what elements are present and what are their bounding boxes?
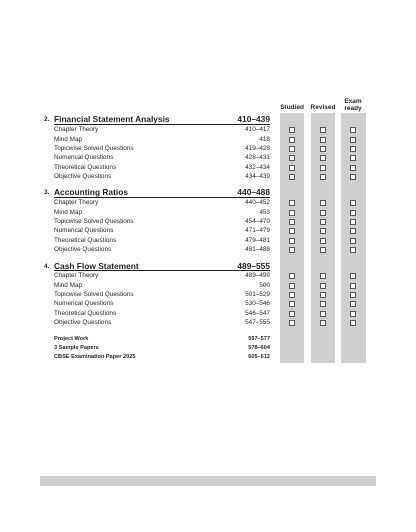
toc-item-pages: 419–428: [245, 145, 270, 152]
revised-checkbox[interactable]: [320, 311, 326, 317]
extra-item-cbse-paper: CBSE Examination Paper 2025: [54, 354, 136, 360]
revised-checkbox[interactable]: [320, 292, 326, 298]
revised-checkbox[interactable]: [320, 320, 326, 326]
toc-item: Topicwise Solved Questions: [54, 291, 134, 298]
studied-checkbox[interactable]: [289, 137, 295, 143]
toc-item-pages: 547–555: [245, 319, 270, 326]
revised-checkbox[interactable]: [320, 174, 326, 180]
toc-item-pages: 454–470: [245, 218, 270, 225]
toc-item-pages: 428–431: [245, 154, 270, 161]
section-title: Accounting Ratios: [54, 187, 128, 197]
extra-item-pages: 557–577: [248, 336, 270, 342]
exam-ready-checkbox[interactable]: [350, 311, 356, 317]
exam-ready-checkbox[interactable]: [350, 127, 356, 133]
toc-item-pages: 418: [259, 136, 270, 143]
toc-item: Theoretical Questions: [54, 164, 117, 171]
toc-item-pages: 471–479: [245, 227, 270, 234]
exam-ready-checkbox[interactable]: [350, 165, 356, 171]
revised-checkbox[interactable]: [320, 219, 326, 225]
studied-checkbox[interactable]: [289, 155, 295, 161]
section-number: 3.: [44, 189, 50, 196]
studied-checkbox[interactable]: [289, 146, 295, 152]
studied-checkbox[interactable]: [289, 228, 295, 234]
studied-checkbox[interactable]: [289, 165, 295, 171]
revised-checkbox[interactable]: [320, 273, 326, 279]
studied-checkbox[interactable]: [289, 219, 295, 225]
toc-item-pages: 481–488: [245, 246, 270, 253]
exam-ready-checkbox[interactable]: [350, 320, 356, 326]
studied-checkbox[interactable]: [289, 301, 295, 307]
studied-checkbox[interactable]: [289, 283, 295, 289]
revised-checkbox[interactable]: [320, 146, 326, 152]
toc-item: Numerical Questions: [54, 154, 114, 161]
toc-item-pages: 546–547: [245, 310, 270, 317]
section-title: Financial Statement Analysis: [54, 114, 170, 124]
studied-checkbox[interactable]: [289, 174, 295, 180]
exam-ready-checkbox[interactable]: [350, 273, 356, 279]
toc-item-pages: 440–452: [245, 199, 270, 206]
exam-ready-checkbox[interactable]: [350, 174, 356, 180]
studied-checkbox[interactable]: [289, 273, 295, 279]
studied-checkbox[interactable]: [289, 210, 295, 216]
revised-checkbox[interactable]: [320, 165, 326, 171]
toc-item: Objective Questions: [54, 246, 112, 253]
exam-ready-checkbox[interactable]: [350, 200, 356, 206]
studied-checkbox[interactable]: [289, 311, 295, 317]
section-number: 4.: [44, 263, 50, 270]
exam-ready-checkbox[interactable]: [350, 146, 356, 152]
revised-checkbox[interactable]: [320, 155, 326, 161]
toc-item-pages: 530–546: [245, 300, 270, 307]
exam-ready-checkbox[interactable]: [350, 292, 356, 298]
revised-checkbox[interactable]: [320, 228, 326, 234]
studied-checkbox[interactable]: [289, 127, 295, 133]
toc-item-pages: 501–529: [245, 291, 270, 298]
toc-item-pages: 500: [259, 282, 270, 289]
toc-item: Chapter Theory: [54, 126, 99, 133]
toc-item-pages: 434–439: [245, 173, 270, 180]
section-range: 440–488: [237, 187, 270, 197]
exam-ready-header-line2: ready: [344, 105, 362, 112]
toc-item: Topicwise Solved Questions: [54, 218, 134, 225]
extra-item-pages: 605–612: [248, 354, 270, 360]
revised-checkbox[interactable]: [320, 301, 326, 307]
toc-item: Mind Map: [54, 282, 83, 289]
section-title: Cash Flow Statement: [54, 261, 139, 271]
toc-item-pages: 489–499: [245, 272, 270, 279]
section-number: 2.: [44, 116, 50, 123]
revised-checkbox[interactable]: [320, 238, 326, 244]
revised-header: Revised: [310, 104, 336, 111]
exam-ready-checkbox[interactable]: [350, 137, 356, 143]
toc-item: Objective Questions: [54, 173, 112, 180]
studied-header: Studied: [280, 104, 304, 111]
revised-checkbox[interactable]: [320, 137, 326, 143]
exam-ready-header-line1: Exam: [344, 98, 362, 105]
extra-item-pages: 578–604: [248, 345, 270, 351]
toc-item-pages: 410–417: [245, 126, 270, 133]
toc-item: Mind Map: [54, 136, 83, 143]
revised-checkbox[interactable]: [320, 200, 326, 206]
toc-item: Chapter Theory: [54, 199, 99, 206]
exam-ready-checkbox[interactable]: [350, 210, 356, 216]
section-rule: [54, 124, 270, 125]
studied-checkbox[interactable]: [289, 238, 295, 244]
toc-item: Mind Map: [54, 209, 83, 216]
toc-item: Topicwise Solved Questions: [54, 145, 134, 152]
revised-checkbox[interactable]: [320, 127, 326, 133]
studied-checkbox[interactable]: [289, 247, 295, 253]
exam-ready-checkbox[interactable]: [350, 155, 356, 161]
exam-ready-checkbox[interactable]: [350, 228, 356, 234]
exam-ready-checkbox[interactable]: [350, 247, 356, 253]
section-rule: [54, 197, 270, 198]
toc-item: Theoretical Questions: [54, 237, 117, 244]
toc-item: Numerical Questions: [54, 227, 114, 234]
toc-item-pages: 432–434: [245, 164, 270, 171]
exam-ready-checkbox[interactable]: [350, 301, 356, 307]
revised-checkbox[interactable]: [320, 283, 326, 289]
toc-item: Chapter Theory: [54, 272, 99, 279]
studied-checkbox[interactable]: [289, 320, 295, 326]
exam-ready-checkbox[interactable]: [350, 219, 356, 225]
revised-checkbox[interactable]: [320, 210, 326, 216]
section-range: 410–439: [237, 114, 270, 124]
section-rule: [54, 270, 270, 271]
studied-checkbox[interactable]: [289, 200, 295, 206]
exam-ready-header: [337, 98, 369, 112]
footer-bar: [40, 476, 376, 486]
extra-item-project-work: Project Work: [54, 336, 89, 342]
toc-item-pages: 453: [259, 209, 270, 216]
toc-item: Objective Questions: [54, 319, 112, 326]
studied-checkbox[interactable]: [289, 292, 295, 298]
toc-item: Numerical Questions: [54, 300, 114, 307]
extra-item-sample-papers: 3 Sample Papers: [54, 345, 99, 351]
exam-ready-checkbox[interactable]: [350, 283, 356, 289]
revised-checkbox[interactable]: [320, 247, 326, 253]
section-range: 489–555: [237, 261, 270, 271]
toc-item-pages: 479–481: [245, 237, 270, 244]
toc-item: Theoretical Questions: [54, 310, 117, 317]
exam-ready-checkbox[interactable]: [350, 238, 356, 244]
